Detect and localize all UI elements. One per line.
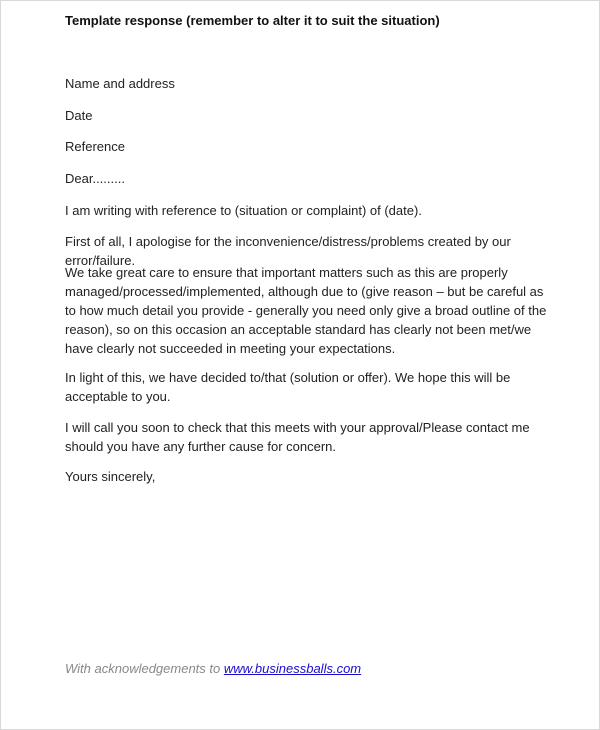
businessballs-link[interactable]: www.businessballs.com [223,661,362,676]
paragraph-apology: First of all, I apologise for the inconvenience/distress/problems created by our error/failure. [65,234,511,268]
name-address-line: Name and address [65,76,175,91]
closing-line: Yours sincerely, [65,469,156,484]
date-line: Date [65,108,93,123]
paragraph-followup: I will call you soon to check that this meets with your approval/Please contact me should you have any further cause for concern. [65,420,530,454]
paragraph-intro: I am writing with reference to (situation or complaint) of (date). [65,203,422,218]
paragraph-solution: In light of this, we have decided to/that (solution or offer). We hope this will be acceptable to you. [65,370,511,404]
document-title: Template response (remember to alter it to suit the situation) [65,13,440,28]
paragraph-explanation: We take great care to ensure that important matters such as this are properly managed/processed/implemented, although due to (give reason – but be careful as to how much detail you provide - generally you need only give a broad outline of the reason), so on this occasion an acceptable standard has clearly not been met/we have clearly not succeeded in meeting your expectations. [65,265,547,356]
reference-line: Reference [65,139,125,154]
footer-text: With acknowledgements to [65,661,224,676]
acknowledgement-footer [65,661,361,676]
salutation-line: Dear......... [65,171,125,186]
